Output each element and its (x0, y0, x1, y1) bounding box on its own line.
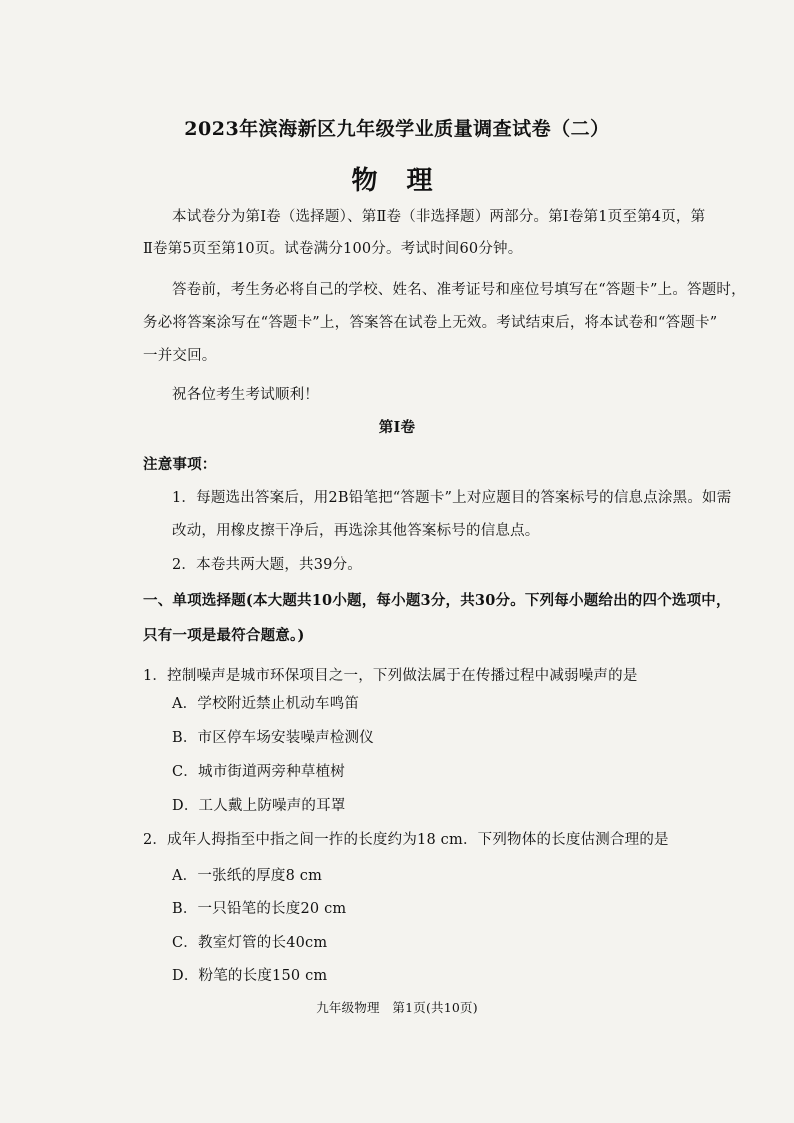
section-1-heading-line-2: 只有一项是最符合题意。) (143, 627, 305, 644)
page-footer: 九年级物理 第1页(共10页) (316, 1000, 478, 1015)
notes-heading: 注意事项： (143, 456, 217, 473)
exam-title: 2023年滨海新区九年级学业质量调查试卷（二） (184, 118, 610, 140)
question-2-option-d: D．粉笔的长度150 cm (172, 968, 328, 984)
intro-paragraph-2-line-1: 答卷前，考生务必将自己的学校、姓名、准考证号和座位号填写在“答题卡”上。答题时， (172, 282, 746, 298)
question-2-option-b: B．一只铅笔的长度20 cm (172, 901, 347, 917)
question-1-option-b: B．市区停车场安装噪声检测仪 (172, 730, 374, 746)
question-1-option-a: A．学校附近禁止机动车鸣笛 (172, 696, 360, 712)
question-1-option-c: C．城市街道两旁种草植树 (172, 764, 345, 780)
question-2-stem: 2．成年人拇指至中指之间一拃的长度约为18 cm．下列物体的长度估测合理的是 (143, 832, 669, 848)
intro-paragraph-2-line-3: 一并交回。 (143, 348, 217, 364)
intro-paragraph-1-line-2: Ⅱ卷第5页至第10页。试卷满分100分。考试时间60分钟。 (143, 241, 523, 257)
question-2-option-a: A．一张纸的厚度8 cm (172, 868, 323, 884)
question-1-option-d: D．工人戴上防噪声的耳罩 (172, 798, 346, 814)
question-2-option-c: C．教室灯管的长40cm (172, 935, 328, 951)
subject-title: 物 理 (351, 166, 443, 196)
intro-paragraph-2-line-2: 务必将答案涂写在“答题卡”上，答案答在试卷上无效。考试结束后，将本试卷和“答题卡” (143, 315, 718, 331)
part-1-heading: 第Ⅰ卷 (378, 419, 416, 436)
intro-paragraph-1-line-1: 本试卷分为第Ⅰ卷（选择题）、第Ⅱ卷（非选择题）两部分。第Ⅰ卷第1页至第4页，第 (172, 209, 706, 225)
section-1-heading-line-1: 一、单项选择题(本大题共10小题，每小题3分，共30分。下列每小题给出的四个选项中， (143, 592, 731, 609)
note-2: 2．本卷共两大题，共39分。 (172, 557, 362, 573)
note-1-line-2: 改动，用橡皮擦干净后，再选涂其他答案标号的信息点。 (172, 523, 540, 539)
good-luck-message: 祝各位考生考试顺利！ (172, 387, 319, 403)
note-1-line-1: 1．每题选出答案后，用2B铅笔把“答题卡”上对应题目的答案标号的信息点涂黑。如需 (172, 490, 732, 506)
question-1-stem: 1．控制噪声是城市环保项目之一，下列做法属于在传播过程中减弱噪声的是 (143, 668, 638, 684)
